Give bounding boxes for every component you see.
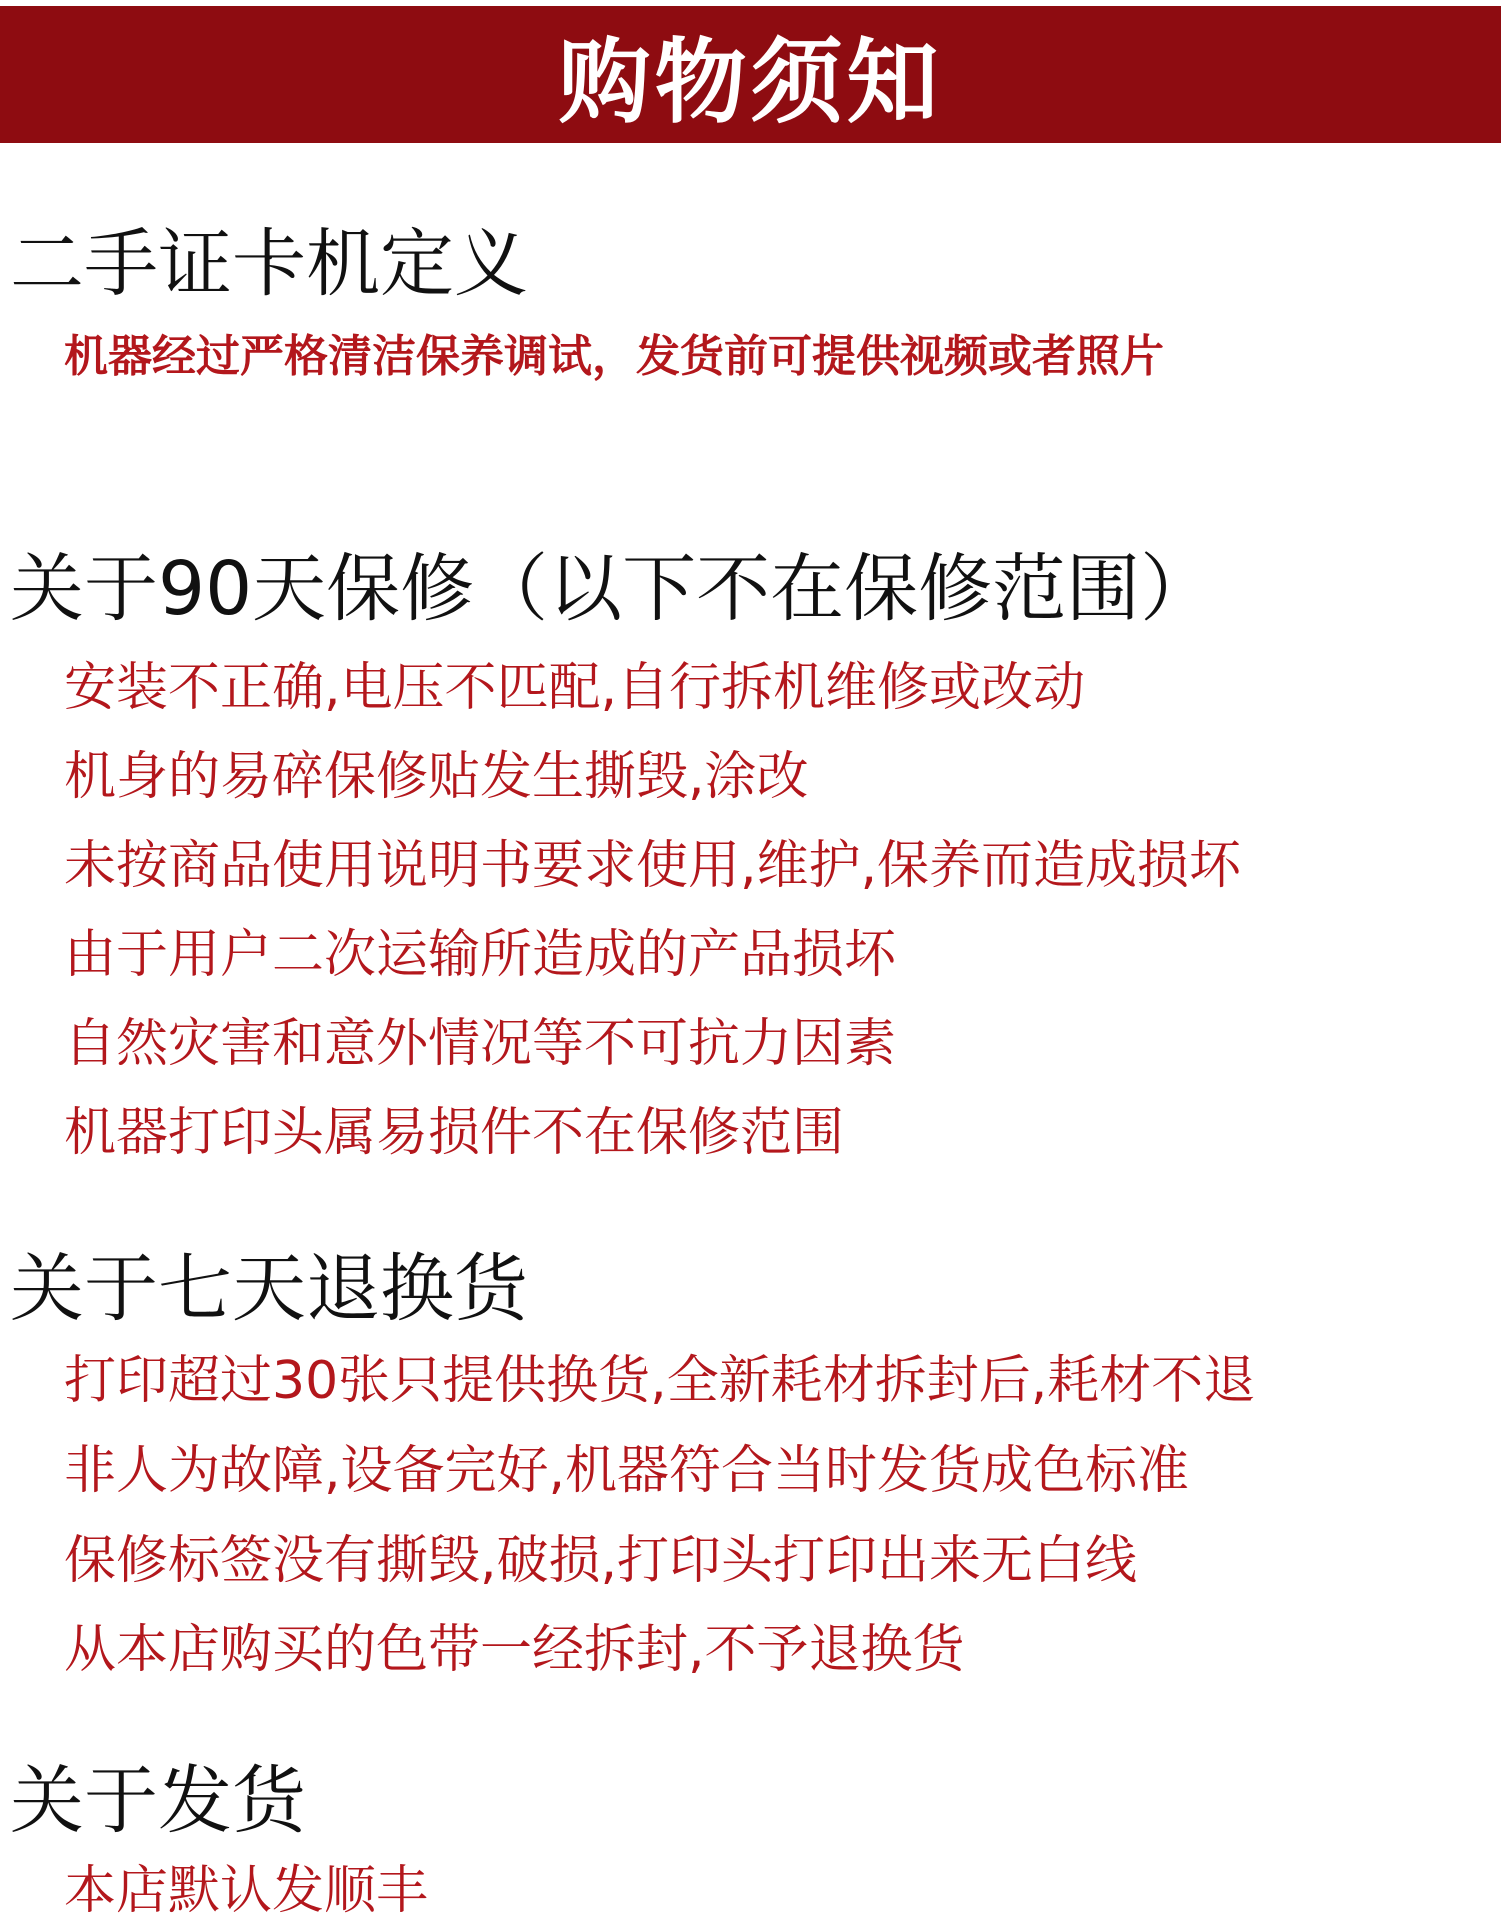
- list-item: 机器打印头属易损件不在保修范围: [64, 1103, 845, 1163]
- list-item: 打印超过30张只提供换货,全新耗材拆封后,耗材不退: [64, 1351, 1256, 1411]
- page-title: 购物须知: [558, 28, 943, 136]
- title-banner: [0, 6, 1501, 143]
- list-item: 机器经过严格清洁保养调试，发货前可提供视频或者照片: [64, 331, 1164, 382]
- list-item: 安装不正确,电压不匹配,自行拆机维修或改动: [64, 658, 1086, 718]
- section-heading-definition: 二手证卡机定义: [10, 221, 528, 307]
- list-item: 由于用户二次运输所造成的产品损坏: [64, 925, 897, 985]
- list-item: 自然灾害和意外情况等不可抗力因素: [64, 1014, 897, 1074]
- list-item: 未按商品使用说明书要求使用,维护,保养而造成损坏: [64, 836, 1242, 896]
- list-item: 非人为故障,设备完好,机器符合当时发货成色标准: [64, 1441, 1190, 1501]
- section-heading-warranty: 关于90天保修（以下不在保修范围）: [10, 546, 1215, 632]
- list-item: 保修标签没有撕毁,破损,打印头打印出来无白线: [64, 1531, 1138, 1591]
- list-item: 从本店购买的色带一经拆封,不予退换货: [64, 1620, 965, 1680]
- section-heading-returns: 关于七天退换货: [10, 1246, 528, 1332]
- list-item: 本店默认发顺丰: [64, 1861, 429, 1921]
- section-heading-shipping: 关于发货: [10, 1758, 306, 1844]
- list-item: 机身的易碎保修贴发生撕毁,涂改: [64, 747, 809, 807]
